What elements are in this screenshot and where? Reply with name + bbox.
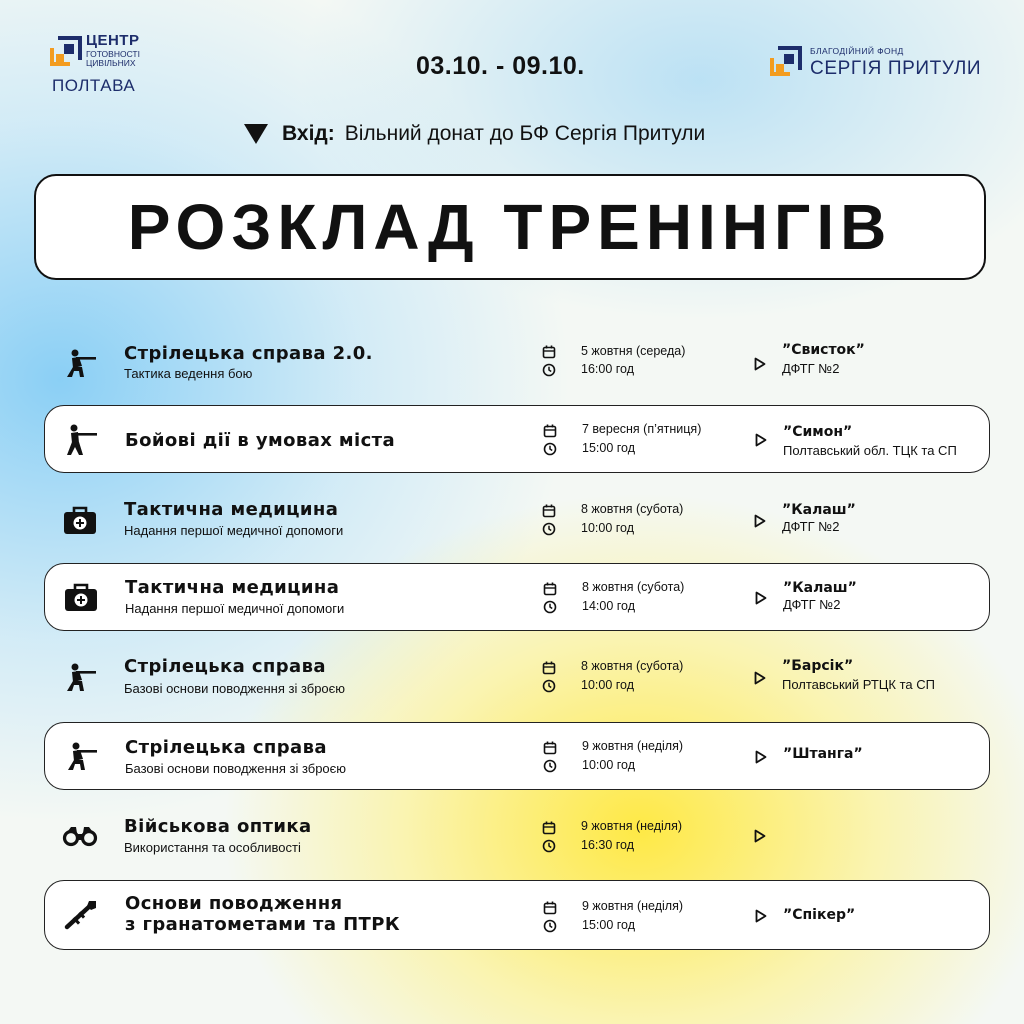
logo-right-line2: СЕРГІЯ ПРИТУЛИ bbox=[810, 58, 982, 79]
kneeling-shooter-icon bbox=[63, 739, 99, 775]
training-subtitle: Тактика ведення бою bbox=[124, 366, 253, 381]
training-name: Стрілецька справа bbox=[125, 737, 327, 758]
training-row bbox=[44, 880, 990, 950]
play-icon bbox=[754, 671, 766, 685]
play-icon bbox=[755, 750, 767, 764]
play-icon bbox=[755, 909, 767, 923]
training-name: Тактична медицина bbox=[124, 499, 339, 520]
page-title: РОЗКЛАД ТРЕНІНГІВ bbox=[127, 191, 893, 263]
logo-left-city: ПОЛТАВА bbox=[52, 76, 136, 95]
training-row bbox=[44, 487, 990, 555]
training-place: Полтавський РТЦК та СП bbox=[782, 677, 935, 692]
medkit-icon bbox=[62, 503, 98, 539]
logo-mark-icon bbox=[770, 46, 802, 76]
clock-icon bbox=[543, 919, 557, 933]
trainer-name: ”Спікер” bbox=[783, 907, 856, 923]
training-time: 16:00 год bbox=[581, 362, 635, 376]
training-name: Стрілецька справа 2.0. bbox=[124, 343, 373, 364]
training-row bbox=[44, 802, 990, 870]
play-icon bbox=[754, 357, 766, 371]
training-subtitle: Надання першої медичної допомоги bbox=[124, 523, 344, 538]
training-time: 10:00 год bbox=[581, 521, 635, 535]
trainer-name: ”Калаш” bbox=[783, 580, 857, 596]
medkit-icon bbox=[63, 580, 99, 616]
shooter-icon bbox=[63, 422, 99, 458]
logo-right-line1: БЛАГОДІЙНИЙ ФОНД bbox=[810, 46, 904, 56]
play-icon bbox=[754, 514, 766, 528]
training-name: Військова оптика bbox=[124, 816, 312, 837]
training-time: 16:30 год bbox=[581, 838, 635, 852]
training-date: 9 жовтня (неділя) bbox=[582, 739, 684, 753]
training-time: 10:00 год bbox=[581, 678, 635, 692]
training-time: 10:00 год bbox=[582, 758, 636, 772]
kneeling-shooter-icon bbox=[62, 660, 98, 696]
training-date: 8 жовтня (субота) bbox=[581, 502, 684, 516]
training-row bbox=[44, 330, 990, 398]
training-name: Стрілецька справа bbox=[124, 656, 326, 677]
training-time: 15:00 год bbox=[582, 918, 636, 932]
training-subtitle: Базові основи поводження зі зброєю bbox=[125, 761, 347, 776]
calendar-icon bbox=[542, 821, 556, 835]
clock-icon bbox=[542, 679, 556, 693]
trainer-name: ”Симон” bbox=[783, 424, 853, 440]
training-date: 8 жовтня (субота) bbox=[581, 659, 684, 673]
calendar-icon bbox=[543, 582, 557, 596]
clock-icon bbox=[543, 759, 557, 773]
trainer-name: ”Штанга” bbox=[783, 746, 863, 762]
training-row bbox=[44, 405, 990, 473]
entry-label: Вхід: bbox=[282, 122, 335, 145]
clock-icon bbox=[543, 442, 557, 456]
training-name-line2: з гранатометами та ПТРК bbox=[125, 914, 400, 935]
training-row bbox=[44, 722, 990, 790]
logo-prytula-foundation bbox=[770, 44, 990, 84]
training-time: 15:00 год bbox=[582, 441, 636, 455]
kneeling-shooter-icon bbox=[62, 346, 98, 382]
trainer-name: ”Свисток” bbox=[782, 342, 865, 358]
entry-text: Вільний донат до БФ Сергія Притули bbox=[344, 122, 706, 145]
training-row bbox=[44, 563, 990, 631]
date-range: 03.10. - 09.10. bbox=[416, 52, 585, 80]
training-date: 9 жовтня (неділя) bbox=[581, 819, 683, 833]
training-subtitle: Надання першої медичної допомоги bbox=[125, 601, 345, 616]
logo-civil-readiness-center bbox=[50, 30, 160, 96]
training-subtitle: Базові основи поводження зі зброєю bbox=[124, 681, 346, 696]
grenade-launcher-icon bbox=[63, 897, 99, 933]
training-name: Основи поводження bbox=[125, 893, 343, 914]
training-place: ДФТГ №2 bbox=[782, 361, 840, 376]
training-place: ДФТГ №2 bbox=[783, 597, 841, 612]
clock-icon bbox=[542, 839, 556, 853]
entry-info bbox=[244, 120, 705, 148]
training-date: 8 жовтня (субота) bbox=[582, 580, 685, 594]
calendar-icon bbox=[543, 901, 557, 915]
clock-icon bbox=[542, 363, 556, 377]
logo-left-line2: ГОТОВНОСТІ ЦИВІЛЬНИХ bbox=[86, 49, 140, 68]
calendar-icon bbox=[542, 504, 556, 518]
logo-left-line1: ЦЕНТР bbox=[86, 32, 140, 49]
training-place: ДФТГ №2 bbox=[782, 519, 840, 534]
clock-icon bbox=[542, 522, 556, 536]
training-name: Бойові дії в умовах міста bbox=[125, 430, 396, 451]
page-title-box bbox=[34, 174, 986, 280]
binoculars-icon bbox=[62, 818, 98, 854]
training-date: 5 жовтня (середа) bbox=[581, 344, 686, 358]
calendar-icon bbox=[543, 424, 557, 438]
training-date: 7 вересня (п’ятниця) bbox=[582, 422, 702, 436]
training-date: 9 жовтня (неділя) bbox=[582, 899, 684, 913]
training-row bbox=[44, 644, 990, 712]
play-icon bbox=[754, 829, 766, 843]
training-place: Полтавський обл. ТЦК та СП bbox=[783, 443, 957, 458]
calendar-icon bbox=[542, 661, 556, 675]
training-time: 14:00 год bbox=[582, 599, 636, 613]
training-name: Тактична медицина bbox=[125, 577, 340, 598]
logo-mark-icon bbox=[50, 36, 82, 66]
trainer-name: ”Барсік” bbox=[782, 658, 854, 674]
clock-icon bbox=[543, 600, 557, 614]
play-icon bbox=[755, 591, 767, 605]
triangle-down-icon bbox=[244, 124, 268, 144]
calendar-icon bbox=[542, 345, 556, 359]
play-icon bbox=[755, 433, 767, 447]
calendar-icon bbox=[543, 741, 557, 755]
training-subtitle: Використання та особливості bbox=[124, 840, 301, 855]
trainer-name: ”Калаш” bbox=[782, 502, 856, 518]
